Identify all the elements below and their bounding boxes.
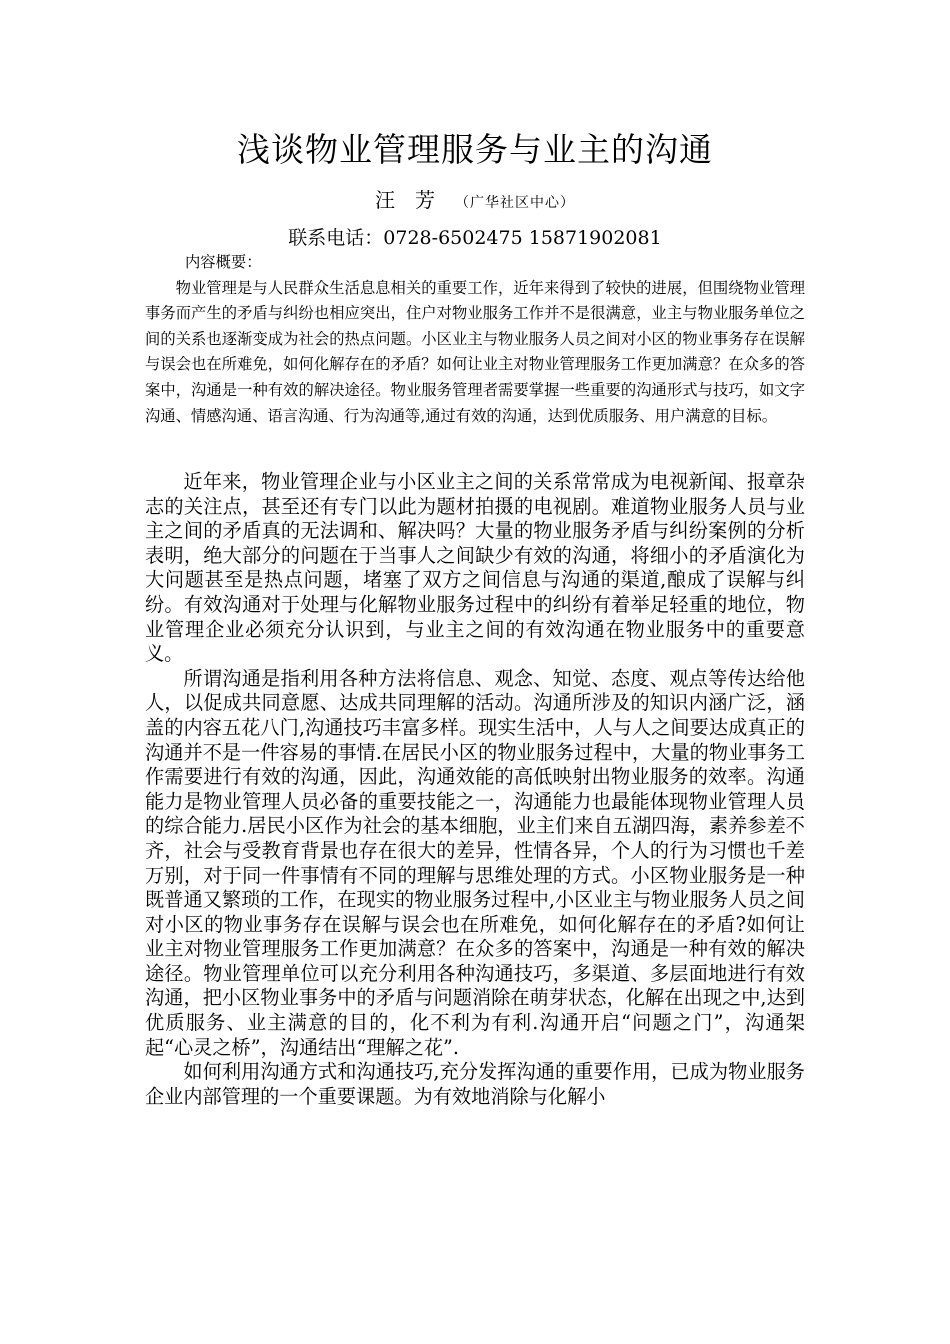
body-paragraph: 近年来，物业管理企业与小区业主之间的关系常常成为电视新闻、报章杂志的关注点，甚至还有专门以此为题材拍摄的电视剧。难道物业服务人员与业主之间的矛盾真的无法调和、解决吗？大量的物业服务矛盾与纠纷案例的分析表明，绝大部分的问题在于当事人之间缺少有效的沟通，将细小的矛盾演化为大问题甚至是热点问题，堵塞了双方之间信息与沟通的渠道,酿成了误解与纠纷。有效沟通对于处理与化解物业服务过程中的纠纷有着举足轻重的地位，物业管理企业必须充分认识到，与业主之间的有效沟通在物业服务中的重要意义。 [145, 470, 805, 666]
author-name: 汪芳 [375, 188, 455, 212]
author-affiliation: （广华社区中心） [455, 195, 575, 211]
abstract-text: 物业管理是与人民群众生活息息相关的重要工作，近年来得到了较快的进展，但围绕物业管理事务而产生的矛盾与纠纷也相应突出，住户对物业服务工作并不是很满意，业主与物业服务单位之间的关系也逐渐变成为社会的热点问题。小区业主与物业服务人员之间对小区的物业事务存在误解与误会也在所难免，如何化解存在的矛盾？如何让业主对物业管理服务工作更加满意？在众多的答案中，沟通是一种有效的解决途径。物业服务管理者需要掌握一些重要的沟通形式与技巧，如文字沟通、情感沟通、语言沟通、行为沟通等,通过有效的沟通，达到优质服务、用户满意的目标。 [145, 278, 805, 425]
document-title: 浅谈物业管理服务与业主的沟通 [237, 130, 713, 169]
abstract-label: 内容概要： [185, 253, 262, 271]
body-text [145, 470, 805, 1109]
abstract-section [145, 250, 805, 429]
body-paragraph: 所谓沟通是指利用各种方法将信息、观念、知觉、态度、观点等传达给他人，以促成共同意愿、达成共同理解的活动。沟通所涉及的知识内涵广泛，涵盖的内容五花八门,沟通技巧丰富多样。现实生活中，人与人之间要达成真正的沟通并不是一件容易的事情.在居民小区的物业服务过程中，大量的物业事务工作需要进行有效的沟通，因此，沟通效能的高低映射出物业服务的效率。沟通能力是物业管理人员必备的重要技能之一，沟通能力也最能体现物业管理人员的综合能力.居民小区作为社会的基本细胞，业主们来自五湖四海，素养参差不齐，社会与受教育背景也存在很大的差异，性情各异，个人的行为习惯也千差万别，对于同一件事情有不同的理解与思维处理的方式。小区物业服务是一种既普通又繁琐的工作，在现实的物业服务过程中,小区业主与物业服务人员之间对小区的物业事务存在误解与误会也在所难免，如何化解存在的矛盾?如何让业主对物业管理服务工作更加满意？在众多的答案中，沟通是一种有效的解决途径。物业管理单位可以充分利用各种沟通技巧，多渠道、多层面地进行有效沟通，把小区物业事务中的矛盾与问题消除在萌芽状态，化解在出现之中,达到优质服务、业主满意的目的，化不利为有利.沟通开启“问题之门”，沟通架起“心灵之桥”，沟通结出“理解之花”. [145, 666, 805, 1059]
author-line [0, 186, 950, 217]
body-paragraph: 如何利用沟通方式和沟通技巧,充分发挥沟通的重要作用，已成为物业服务企业内部管理的一个重要课题。为有效地消除与化解小 [145, 1060, 805, 1108]
contact-phone: 联系电话：0728-6502475 15871902081 [288, 227, 662, 249]
